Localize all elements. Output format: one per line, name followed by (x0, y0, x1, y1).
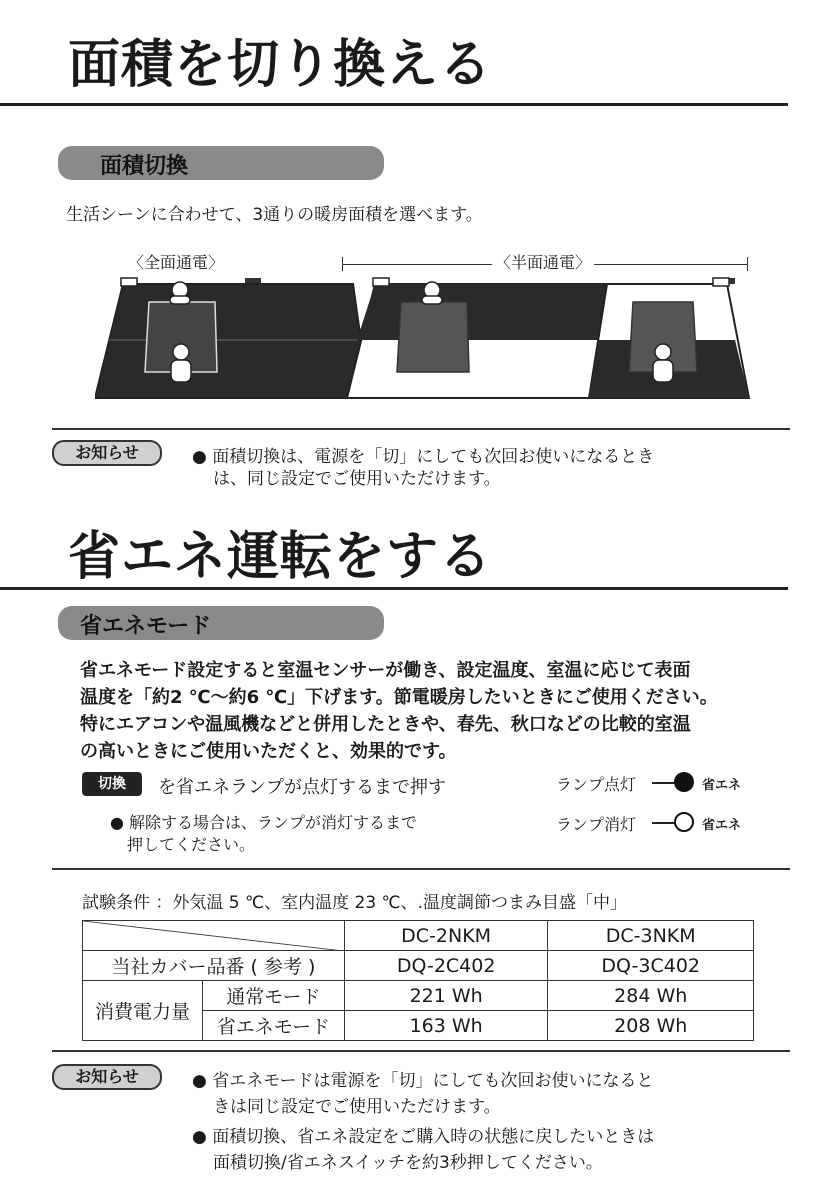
notice2-line2: きは同じ設定でご使用いただけます。 (213, 1097, 501, 1117)
cancel-line2: 押してください。 (127, 835, 256, 854)
notice-badge-1: お知らせ (52, 440, 162, 466)
normal-label: 通常モード (202, 981, 344, 1011)
title-rule-2 (0, 587, 788, 590)
area-diagrams (95, 276, 765, 406)
notice-rule-2 (52, 1050, 790, 1052)
model-1: DC-2NKM (344, 921, 548, 951)
eco-para-line2: 温度を「約2 ℃〜約6 ℃」下げます。節電暖房したいときにご使用ください。 (80, 687, 718, 708)
test-rule (52, 868, 790, 870)
model-2: DC-3NKM (548, 921, 754, 951)
eco-2: 208 Wh (548, 1011, 754, 1041)
title-rule (0, 103, 788, 106)
cancel-line1: ● 解除する場合は、ランプが消灯するまで (110, 813, 418, 832)
label-full-area: 〈全面通電〉 (128, 253, 225, 272)
normal-1: 221 Wh (344, 981, 548, 1011)
label-half-area: 〈半面通電〉 (492, 250, 594, 273)
subhead-pill-eco (58, 606, 384, 640)
notice2-line1: ● 省エネモードは電源を「切」にしても次回お使いになると (192, 1071, 654, 1091)
press-instruction: を省エネランプが点灯するまで押す (158, 777, 446, 798)
cover-2: DQ-3C402 (548, 951, 754, 981)
lamp-on-icon (674, 772, 694, 792)
section2-title: 省エネ運転をする (68, 527, 493, 587)
eco-label: 省エネモード (202, 1011, 344, 1041)
notice3-line2: 面積切換/省エネスイッチを約3秒押してください。 (213, 1153, 603, 1173)
subhead-pill-area (58, 146, 384, 180)
cover-label: 当社カバー品番 ( 参考 ) (83, 951, 345, 981)
lamp-on-tag: 省エネ (702, 778, 742, 793)
notice-rule-1 (52, 428, 790, 430)
notice1-line1: ● 面積切換は、電源を「切」にしても次回お使いになるとき (192, 447, 655, 467)
normal-2: 284 Wh (548, 981, 754, 1011)
eco-para-line1: 省エネモード設定すると室温センサーが働き、設定温度、室温に応じて表面 (80, 660, 691, 681)
eco-1: 163 Wh (344, 1011, 548, 1041)
diagram-half-bottom (589, 278, 749, 398)
switch-key-button[interactable]: 切換 (82, 772, 142, 796)
eco-para-line4: の高いときにご使用いただくと、効果的です。 (80, 741, 457, 762)
notice3-line1: ● 面積切換、省エネ設定をご購入時の状態に戻したいときは (192, 1127, 655, 1147)
table-row (83, 951, 754, 981)
cover-1: DQ-2C402 (344, 951, 548, 981)
diagram-full-area (95, 278, 369, 398)
eco-para-line3: 特にエアコンや温風機などと併用したときや、春先、秋口などの比較的室温 (80, 714, 691, 735)
power-label: 消費電力量 (83, 981, 203, 1041)
test-conditions: 試験条件 ：外気温 5 ℃、室内温度 23 ℃、.温度調節つまみ目盛「中」 (82, 893, 628, 913)
table-row (83, 981, 754, 1011)
section1-title: 面積を切り換える (68, 35, 493, 95)
lamp-on-label: ランプ点灯 (556, 775, 637, 794)
subhead-area-switch: 面積切換 (100, 154, 189, 179)
spec-table (82, 920, 754, 1041)
notice-badge-2: お知らせ (52, 1064, 162, 1090)
notice1-line2: は、同じ設定でご使用いただけます。 (213, 469, 501, 489)
table-row (83, 921, 754, 951)
table-corner (83, 921, 345, 951)
subhead-eco-mode: 省エネモード (80, 614, 212, 639)
intro-text: 生活シーンに合わせて、3通りの暖房面積を選べます。 (66, 205, 483, 225)
diagram-half-top (347, 278, 621, 398)
lamp-off-label: ランプ消灯 (556, 815, 637, 834)
lamp-off-tag: 省エネ (702, 818, 742, 833)
lamp-off-icon (674, 812, 694, 832)
